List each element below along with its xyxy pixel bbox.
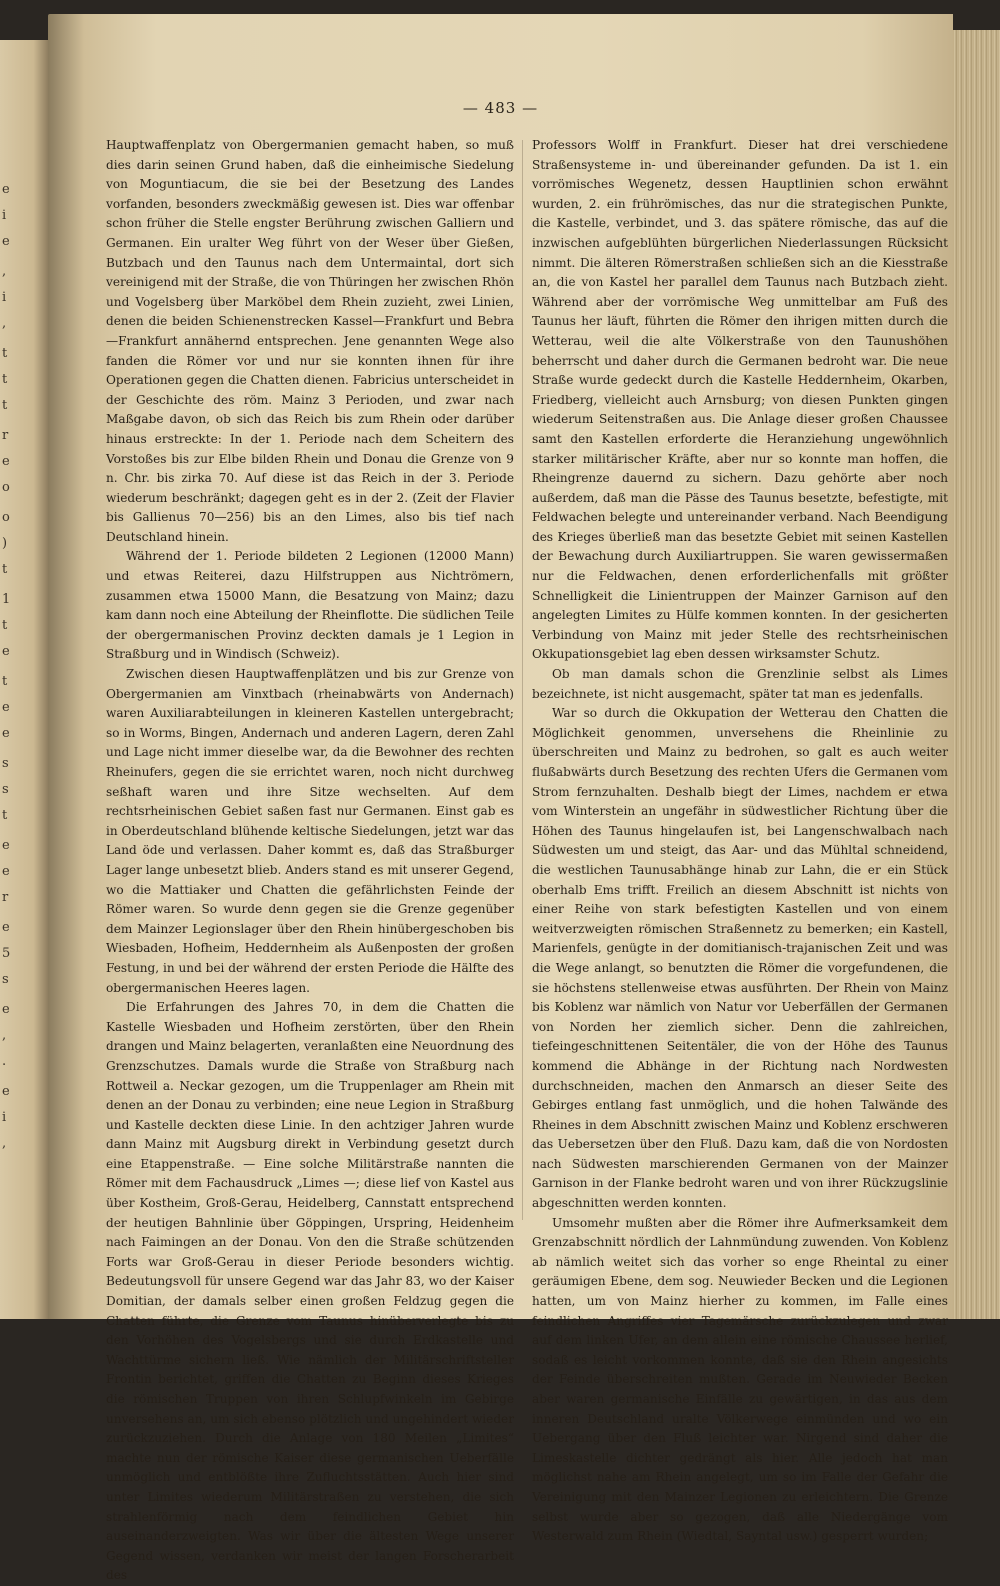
page	[48, 14, 953, 1583]
margin-letter: e	[2, 700, 10, 715]
paragraph: Hauptwaffenplatz von Obergermanien gemacht haben, so muß dies darin seinen Grund haben, daß die einheimische Siedelung von Moguntiacum, die sie bei der Besetzung des Landes vorfanden, besonders zweckmäßig gewesen ist. Dies war offenbar schon früher die Stelle engster Berührung zwischen Galliern und Germanen. Ein uralter Weg führt von der Weser über Gießen, Butzbach und den Taunus nach dem Untermaintal, dort sich vereinigend mit der Straße, die von Thüringen her zwischen Rhön und Vogelsberg über Marköbel dem Rhein zuzieht, zwei Linien, denen die beiden Schienenstrecken Kassel—Frankfurt und Bebra—Frankfurt annähernd entsprechen. Jene genannten Wege also fanden die Römer vor und nur sie konnten ihnen für ihre Operationen gegen die Chatten dienen. Fabricius unterscheidet in der Geschichte des röm. Mainz 3 Perioden, und zwar nach Maßgabe davon, ob sich das Reich bis zum Rhein oder darüber hinaus erstreckte: In der 1. Periode nach dem Scheitern des Vorstoßes bis zur Elbe bilden Rhein und Donau die Grenze von 9 n. Chr. bis zirka 70. Auf diese ist das Reich in der 3. Periode wiederum beschränkt; dagegen geht es in der 2. (Zeit der Flavier bis Gallienus 70—256) bis an den Limes, also bis tief nach Deutschland hinein.	[106, 138, 514, 544]
margin-letter: t	[2, 618, 8, 633]
margin-letter: ,	[2, 316, 7, 331]
paragraph: Die Erfahrungen des Jahres 70, in dem die Chatten die Kastelle Wiesbaden und Hofheim zerstörten, über den Rhein drangen und Mainz belagerten, veranlaßten eine Neuordnung des Grenzschutzes. Damals wurde die Straße von Straßburg nach Rottweil a. Neckar gezogen, um die Truppenlager am Rhein mit denen an der Donau zu verbinden; eine neue Legion in Straßburg und Kastelle deckten diese Linie. In den achtziger Jahren wurde dann Mainz mit Augsburg direkt in Verbindung gesetzt durch eine Etappenstraße. — Eine solche Militärstraße nannten die Römer mit dem Fachausdruck „Limes —; diese lief von Kastel aus über Kostheim, Groß-Gerau, Heidelberg, Cannstatt entsprechend der heutigen Bahnlinie über Göppingen, Urspring, Heidenheim nach Faimingen an der Donau. Von den die Straße schützenden Forts war Groß-Gerau in dieser Periode besonders wichtig. Bedeutungsvoll für unsere Gegend war das Jahr 83, wo der Kaiser Domitian, der damals selber einen großen Feldzug gegen die Chatten führte, die Grenze vom Taunus hinüberverlegte bis zu den Vorhöhen des Vogelsbergs und sie durch Erdkastelle und Wachttürme sichern ließ. Wie nämlich der Militärschriftsteller Frontin berichtet, griffen die Chatten zu Beginn dieses Krieges die römischen Truppen von ihren Schlupfwinkeln im Gebirge unversehens an, um sich ebenso plötzlich und ungehindert wieder zurückzuziehen. Durch die Anlage von 180 Meilen „Limites“ machte nun der römische Kaiser diese germanischen Ueberfälle unmöglich und entblößte ihre Zufluchtsstätten. Auch hier sind unter Limites wiederum Militärstraßen zu verstehen, die sich strahlenförmig nach dem feindlichen Gebiet hin auseinanderzweigten. Was wir über die ältesten Wege unserer Gegend wissen, verdanken wir meist der langen Forscherarbeit des	[106, 1000, 514, 1583]
left-column	[106, 136, 514, 1583]
margin-letter: 5	[2, 946, 11, 961]
margin-letter: )	[2, 536, 8, 551]
margin-letter: ,	[2, 1136, 7, 1151]
paragraph: Umsomehr mußten aber die Römer ihre Aufmerksamkeit dem Grenzabschnitt nördlich der Lahnmündung zuwenden. Von Koblenz ab nämlich weitet sich das vorher so enge Rheintal zu einer geräumigen Ebene, dem sog. Neuwieder Becken und die Legionen hatten, um von Mainz hierher zu kommen, im Falle eines feindlichen Angriffes vier Tagemärsche zurückzulegen und zwar auf dem linken Ufer, an dem allein eine römische Chaussee herlief, sodaß es leicht vorkommen konnte, daß sie den Rhein angesichts der Feinde überschreiten mußten. Gerade im Neuwieder Becken aber waren germanische Einfälle zu gewärtigen, in das aus dem inneren Deutschland uralte Völkerwege einmünden und wo ein Uebergang über den Fluß leichter war. Nirgend sind daher die Limeskastelle dichter gedrängt als hier. Alle jedoch hat man möglichst nahe am Rhein angelegt, um so im Falle der Gefahr die Vereinigung mit den Mainzer Legionen zu erleichtern. Die Grenze selbst wurde aber so gezogen, daß alle Niedergänge vom Westerwald zum Rhein (Wiedtal, Sayntal usw.) gesperrt wurden;	[532, 1215, 948, 1544]
margin-letter: o	[2, 480, 10, 495]
margin-letter: t	[2, 372, 8, 387]
margin-letter: s	[2, 972, 9, 987]
paragraph: Zwischen diesen Hauptwaffenplätzen und bis zur Grenze von Obergermanien am Vinxtbach (rheinabwärts von Andernach) waren Auxiliarabteilungen in kleineren Kastellen untergebracht; so in Worms, Bingen, Andernach und anderen Lagern, deren Zahl und Lage nicht immer dieselbe war, da die Bewohner des rechten Rheinufers, gegen die sie errichtet waren, noch nicht durchweg seßhaft waren und ihre Sitze wechselten. Auf dem rechtsrheinischen Gebiet saßen fast nur Germanen. Einst gab es in Oberdeutschland blühende keltische Siedelungen, jetzt war das Land öde und verlassen. Daher kommt es, daß das Straßburger Lager lange unbesetzt blieb. Anders stand es mit unserer Gegend, wo die Mattiaker und Chatten die gefährlichsten Feinde der Römer waren. So wurde denn gegen sie die Grenze gegenüber dem Mainzer Legionslager über den Rhein hinübergeschoben bis Wiesbaden, Hofheim, Heddernheim als Außenposten der großen Festung, in und bei der während der ersten Periode die Hälfte des obergermanischen Heeres lagen.	[106, 667, 514, 995]
margin-letter: e	[2, 182, 10, 197]
previous-page-edge	[0, 40, 48, 1319]
margin-letter: 1	[2, 592, 11, 607]
margin-letter: ,	[2, 1028, 7, 1043]
margin-letter: e	[2, 726, 10, 741]
margin-letter: e	[2, 234, 10, 249]
paragraph: Während der 1. Periode bildeten 2 Legionen (12000 Mann) und etwas Reiterei, dazu Hilfstruppen aus Nichtrömern, zusammen etwa 15000 Mann, die Besatzung von Mainz; dazu kam dann noch eine Abteilung der Rheinflotte. Die südlichen Teile der obergermanischen Provinz deckten damals je 1 Legion in Straßburg und in Windisch (Schweiz).	[106, 549, 514, 662]
right-column	[532, 136, 948, 1544]
margin-letter: i	[2, 290, 7, 305]
margin-letter: e	[2, 920, 10, 935]
margin-letter: e	[2, 644, 10, 659]
margin-letter: e	[2, 454, 10, 469]
margin-letter: i	[2, 208, 7, 223]
margin-letter: e	[2, 1084, 10, 1099]
paragraph: War so durch die Okkupation der Wetterau den Chatten die Möglichkeit genommen, unversehens die Rheinlinie zu überschreiten und Mainz zu bedrohen, so galt es auch weiter flußabwärts durch Besetzung des rechten Ufers die Germanen vom Strom fernzuhalten. Deshalb biegt der Limes, nachdem er etwa vom Winterstein an ungefähr in südwestlicher Richtung über die Höhen des Taunus hingelaufen ist, bei Langenschwalbach nach Südwesten um und steigt, das Aar- und das Mühltal schneidend, die westlichen Taunusabhänge hinab zur Lahn, die er ein Stück oberhalb Ems trifft. Freilich an diesem Abschnitt ist nichts von einer Reihe von stark befestigten Kastellen und von einem weitverzweigten römischen Straßennetz zu bemerken; ein Kastell, Marienfels, genügte in der domitianisch-trajanischen Zeit und was die Wege anlangt, so benutzten die Römer die vorgefundenen, die sie höchstens stellenweise etwas ausführten. Der Rhein von Mainz bis Koblenz war nämlich von Natur vor Ueberfällen der Germanen von Norden her ziemlich sicher. Denn die zahlreichen, tiefeingeschnittenen Seitentäler, die von der Höhe des Taunus kommend die Abhänge in der Richtung nach Nordwesten durchschneiden, machen den Anmarsch an dieser Seite des Gebirges entlang fast unmöglich, und die hohen Talwände des Rheines in dem Abschnitt zwischen Mainz und Koblenz erschweren das Uebersetzen über den Fluß. Dazu kam, daß die von Nordosten nach Südwesten marschierenden Germanen von der Mainzer Garnison in der Flanke bedroht waren und von ihrer Rückzugslinie abgeschnitten werden konnten.	[532, 706, 948, 1211]
margin-letter: t	[2, 346, 8, 361]
margin-letter: r	[2, 428, 9, 443]
previous-page-margin-text	[2, 170, 42, 1154]
margin-letter: s	[2, 782, 9, 797]
margin-letter: r	[2, 890, 9, 905]
margin-letter: o	[2, 510, 10, 525]
margin-letter: ,	[2, 264, 7, 279]
column-divider	[522, 140, 523, 1220]
paragraph: Professors Wolff in Frankfurt. Dieser hat drei verschiedene Straßensysteme in- und übereinander gefunden. Da ist 1. ein vorrömisches Wegenetz, dessen Hauptlinien schon erwähnt wurden, 2. ein frührömisches, das nur die strategischen Punkte, die Kastelle, verbindet, und 3. das spätere römische, das auf die inzwischen aufgeblühten bürgerlichen Niederlassungen Rücksicht nimmt. Die älteren Römerstraßen schließen sich an die Kiesstraße an, die von Kastel her parallel dem Taunus nach Butzbach zieht. Während aber der vorrömische Weg unmittelbar am Fuß des Taunus her läuft, führten die Römer den ihrigen mitten durch die Wetterau, weil die alte Völkerstraße von den Taunushöhen beherrscht und daher durch die Germanen bedroht war. Die neue Straße wurde gedeckt durch die Kastelle Heddernheim, Okarben, Friedberg, vielleicht auch Arnsburg; von diesen Punkten gingen wiederum Seitenstraßen aus. Die Anlage dieser großen Chaussee samt den Kastellen erforderte die Heranziehung ungewöhnlich starker militärischer Kräfte, aber nur so konnte man hoffen, die Rheingrenze dauernd zu sichern. Dazu gehörte aber noch außerdem, daß man die Pässe des Taunus besetzte, befestigte, mit Feldwachen belegte und untereinander verband. Nach Beendigung des Krieges überließ man das besetzte Gebiet mit seinen Kastellen der Bewachung durch Auxiliartruppen. Sie waren gewissermaßen nur die Feldwachen, denen erforderlichenfalls mit größter Schnelligkeit die Linientruppen der Mainzer Garnison auf den angelegten Limites zu Hülfe kommen konnten. In der gesicherten Verbindung von Mainz mit jeder Stelle des rechtsrheinischen Okkupationsgebiet lag eben dessen wirksamster Schutz.	[532, 138, 948, 662]
margin-letter: s	[2, 756, 9, 771]
margin-letter: e	[2, 838, 10, 853]
margin-letter: e	[2, 864, 10, 879]
margin-letter: i	[2, 1110, 7, 1125]
margin-letter: e	[2, 1002, 10, 1017]
margin-letter: .	[2, 1054, 7, 1069]
page-number: — 483 —	[462, 99, 539, 117]
margin-letter: t	[2, 674, 8, 689]
paragraph: Ob man damals schon die Grenzlinie selbst als Limes bezeichnete, ist nicht ausgemacht, später tat man es jedenfalls.	[532, 667, 948, 701]
margin-letter: t	[2, 398, 8, 413]
page-stack-edge	[953, 30, 1000, 1319]
margin-letter: t	[2, 808, 8, 823]
margin-letter: t	[2, 562, 8, 577]
